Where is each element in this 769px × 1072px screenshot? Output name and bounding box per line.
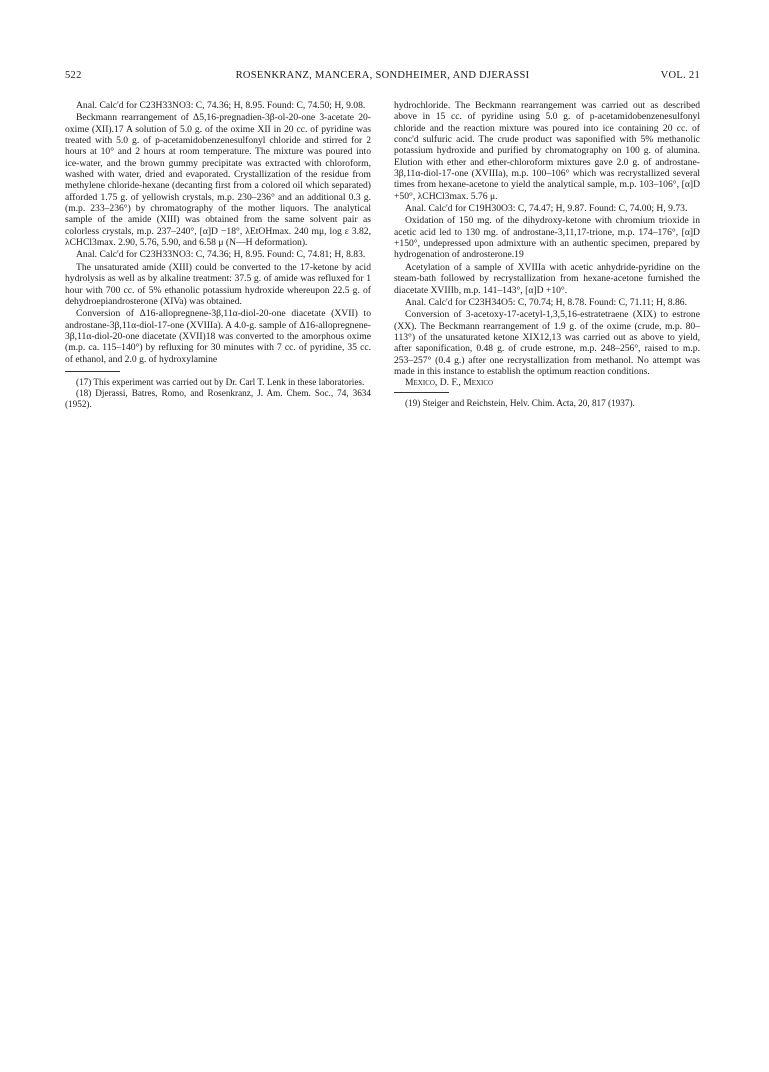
place-line: Mexico, D. F., Mexico [405,377,494,389]
footnote-divider [394,392,449,393]
paragraph: Beckmann rearrangement of Δ5,16-pregnadien-3β-ol-20-one 3-acetate 20-oxime (XII).17 A solution of 5.0 g. of the oxime XII in 20 cc. of pyridine was treated with 5.0 g. of p-acetamidobenzenesulfonyl chloride and stirred for 2 hours at 10° and 2 hours at room temperature. The mixture was poured into ice-water, and the brown gummy precipitate was extracted with chloroform, washed with water, dried and evaporated. Crystallization of the residue from methylene chloride-hexane (decanting first from a colored oil which separated) afforded 1.75 g. of yellowish crystals, m.p. 230–236° and an additional 0.3 g. (m.p. 233–236°) by chromatography of the mother liquors. The analytical sample of the amide (XIII) was obtained from the same solvent pair as colorless crystals, m.p. 237–240°, [α]D −18°, λEtOHmax. 240 mμ, log ε 3.82, λCHCl3max. 2.90, 5.76, 5.90, and 6.58 μ (N—H deformation). [65,112,371,249]
footnote: (19) Steiger and Reichstein, Helv. Chim. Acta, 20, 817 (1937). [405,397,635,408]
footnotes [394,398,700,409]
running-head: ROSENKRANZ, MANCERA, SONDHEIMER, AND DJERASSI [235,70,530,81]
footnote-divider [65,371,120,372]
footnote: (17) This experiment was carried out by Dr. Carl T. Lenk in these laboratories. [76,376,365,387]
paragraph: Anal. Calc'd for C19H30O3: C, 74.47; H, 9.87. Found: C, 74.00; H, 9.73. [405,203,688,215]
paragraph: Conversion of Δ16-allopregnene-3β,11α-diol-20-one diacetate (XVII) to androstane-3β,11α-diol-17-one (XVIIIa). A 4.0-g. sample of Δ16-allopregnene-3β,11α-diol-20-one diacetate (XVII)18 was converted to the amorphous oxime (m.p. ca. 115–140°) by refluxing for 30 minutes with 7 cc. of pyridine, 35 cc. of ethanol, and 2.0 g. of hydroxylamine [65,308,371,365]
paragraph: hydrochloride. The Beckmann rearrangement was carried out as described above in 15 cc. of pyridine using 5.0 g. of p-acetamidobenzenesulfonyl chloride and the reaction mixture was poured into ice containing 20 cc. of conc'd sulfuric acid. The crude product was saponified with 5% methanolic potassium hydroxide and purified by chromatography on 100 g. of alumina. Elution with ether and ether-chloroform mixtures gave 2.0 g. of androstane-3β,11α-diol-17-one (XVIIIa), m.p. 100–106° which was recrystallized several times from hexane-acetone to yield the analytical sample, m.p. 103–106°, [α]D +50°, λCHCl3max. 5.76 μ. [394,100,700,202]
footnote: (18) Djerassi, Batres, Romo, and Rosenkranz, J. Am. Chem. Soc., 74, 3634 (1952). [65,387,371,409]
paragraph: Anal. Calc'd for C23H33NO3: C, 74.36; H, 8.95. Found: C, 74.81; H, 8.83. [76,249,366,261]
left-column [65,99,371,410]
volume-label: VOL. 21 [660,70,700,81]
paragraph: The unsaturated amide (XIII) could be converted to the 17-ketone by acid hydrolysis as well as by alkaline treatment: 37.5 g. of amide was refluxed for 1 hour with 700 cc. of 5% ethanolic potassium hydroxide whereupon 22.5 g. of dehydroepiandrosterone (XIVa) was obtained. [65,261,371,307]
right-column [394,99,700,409]
page-header [65,70,700,84]
paragraph: Anal. Calc'd for C23H33NO3: C, 74.36; H, 8.95. Found: C, 74.50; H, 9.08. [76,100,366,111]
paragraph: Oxidation of 150 mg. of the dihydroxy-ketone with chromium trioxide in acetic acid led to 130 mg. of androstane-3,11,17-trione, m.p. 174–176°, [α]D +150°, undepressed upon admixture with an authentic specimen, prepared by hydrogenation of androsterone.19 [394,215,700,261]
paragraph: Acetylation of a sample of XVIIIa with acetic anhydride-pyridine on the steam-bath followed by recrystallization from hexane-acetone furnished the diacetate XVIIIb, m.p. 141–143°, [α]D +10°. [394,261,700,296]
footnotes [65,377,371,410]
page-number: 522 [65,70,82,81]
paragraph: Anal. Calc'd for C23H34O5: C, 70.74; H, 8.78. Found: C, 71.11; H, 8.86. [405,296,687,308]
paragraph: Conversion of 3-acetoxy-17-acetyl-1,3,5,16-estratetraene (XIX) to estrone (XX). The Beckmann rearrangement of 1.9 g. of the oxime (crude, m.p. 80–113°) of the unsaturated ketone XIX12,13 was carried out as above to yield, after saponification, 0.48 g. of crude estrone, m.p. 248–256°, raised to m.p. 253–257° (0.4 g.) after one recrystallization from methanol. No attempt was made in this instance to establish the optimum reaction conditions. [394,309,700,377]
